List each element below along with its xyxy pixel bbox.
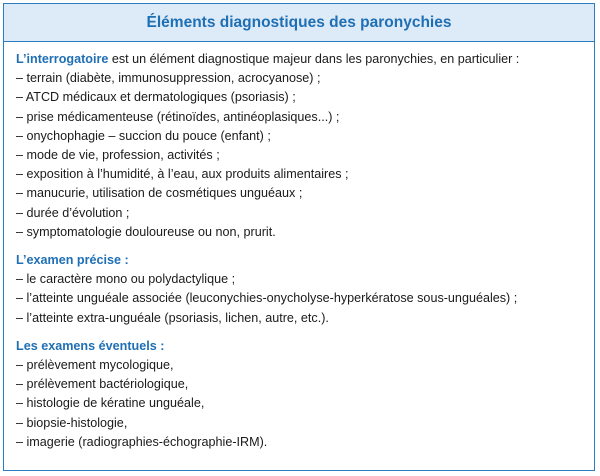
list-item: – imagerie (radiographies-échographie-IRM). xyxy=(16,434,268,449)
box-title: Éléments diagnostiques des paronychies xyxy=(146,13,452,31)
item-list xyxy=(16,356,584,452)
section-interrogatoire xyxy=(16,50,584,242)
box-content xyxy=(16,50,584,452)
item-list xyxy=(16,270,584,328)
section-examens-eventuels xyxy=(16,337,584,452)
list-item: – ATCD médicaux et dermatologiques (psoriasis) ; xyxy=(16,90,296,105)
list-item: – terrain (diabète, immunosuppression, acrocyanose) ; xyxy=(16,71,321,86)
section-intro-line xyxy=(16,50,584,69)
list-item: – le caractère mono ou polydactylique ; xyxy=(16,272,236,287)
list-item: – biopsie-histologie, xyxy=(16,415,128,430)
section-intro: est un élément diagnostique majeur dans les paronychies, en particulier : xyxy=(108,52,520,66)
list-item: – prise médicamenteuse (rétinoïdes, antinéoplasiques...) ; xyxy=(16,109,340,124)
list-item: – symptomatologie douloureuse ou non, prurit. xyxy=(16,224,276,239)
list-item: – prélèvement mycologique, xyxy=(16,358,174,373)
list-item: – histologie de kératine unguéale, xyxy=(16,396,205,411)
section-examen xyxy=(16,251,584,328)
list-item: – exposition à l’humidité, à l’eau, aux produits alimentaires ; xyxy=(16,167,349,182)
list-item: – durée d’évolution ; xyxy=(16,205,130,220)
list-item: – onychophagie – succion du pouce (enfant) ; xyxy=(16,128,271,143)
diagnostic-box xyxy=(3,3,595,471)
list-item: – prélèvement bactériologique, xyxy=(16,377,189,392)
list-item: – l’atteinte extra-unguéale (psoriasis, lichen, autre, etc.). xyxy=(16,310,329,325)
list-item: – l’atteinte unguéale associée (leuconychies-onycholyse-hyperkératose sous-unguéales) ; xyxy=(16,291,518,306)
section-heading: L’interrogatoire xyxy=(16,52,109,66)
title-band xyxy=(4,4,594,42)
item-list xyxy=(16,69,584,242)
section-heading: Les examens éventuels : xyxy=(16,338,165,353)
section-heading: L’examen précise : xyxy=(16,253,129,268)
list-item: – mode de vie, profession, activités ; xyxy=(16,148,220,163)
list-item: – manucurie, utilisation de cosmétiques unguéaux ; xyxy=(16,186,303,201)
